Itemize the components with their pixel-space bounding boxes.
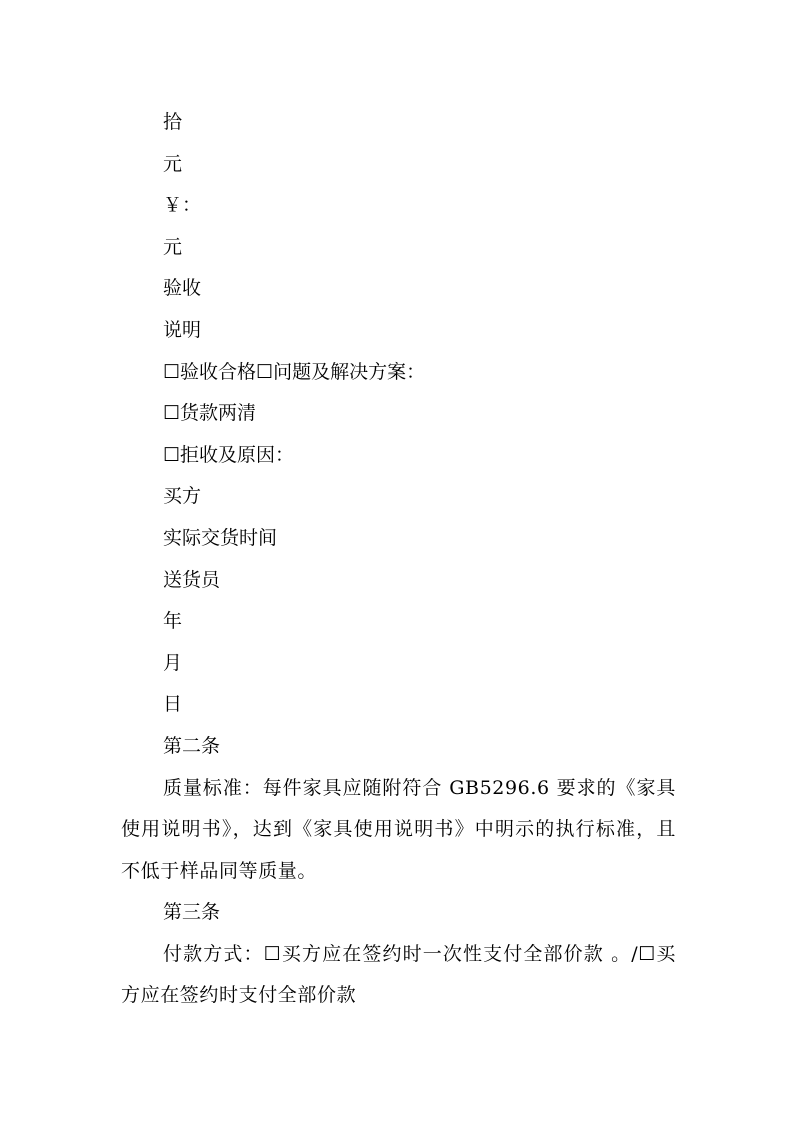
article-2-title: 第二条 [163,734,221,757]
text-line: 买方 [163,485,202,508]
text-line: 送货员 [163,568,221,591]
rejection-option: ☐拒收及原因： [163,443,295,466]
document-body [121,102,676,1017]
text-line: 元 [163,235,183,258]
text-line: 说明 [163,318,202,341]
text-line: ￥： [163,194,202,217]
article-3-body: 付款方式：☐买方应在签约时一次性支付全部价款 。/☐买方应在签约时支付全部价款 [121,942,676,1007]
text-line: 元 [163,152,183,175]
text-line: 年 [163,610,183,633]
text-line: 日 [163,693,183,716]
acceptance-options-line: ☐验收合格☐问题及解决方案： [163,360,426,383]
text-line: 月 [163,651,183,674]
text-line: 拾 [163,111,183,133]
text-line: 验收 [163,277,202,300]
text-line: 实际交货时间 [163,526,278,549]
payment-cleared-option: ☐货款两清 [163,402,257,425]
article-2-body: 质量标准：每件家具应随附符合 GB5296.6 要求的《家具使用说明书》，达到《家具使用说明书》中明示的执行标准，且不低于样品同等质量。 [121,776,676,882]
article-3-title: 第三条 [163,901,221,924]
